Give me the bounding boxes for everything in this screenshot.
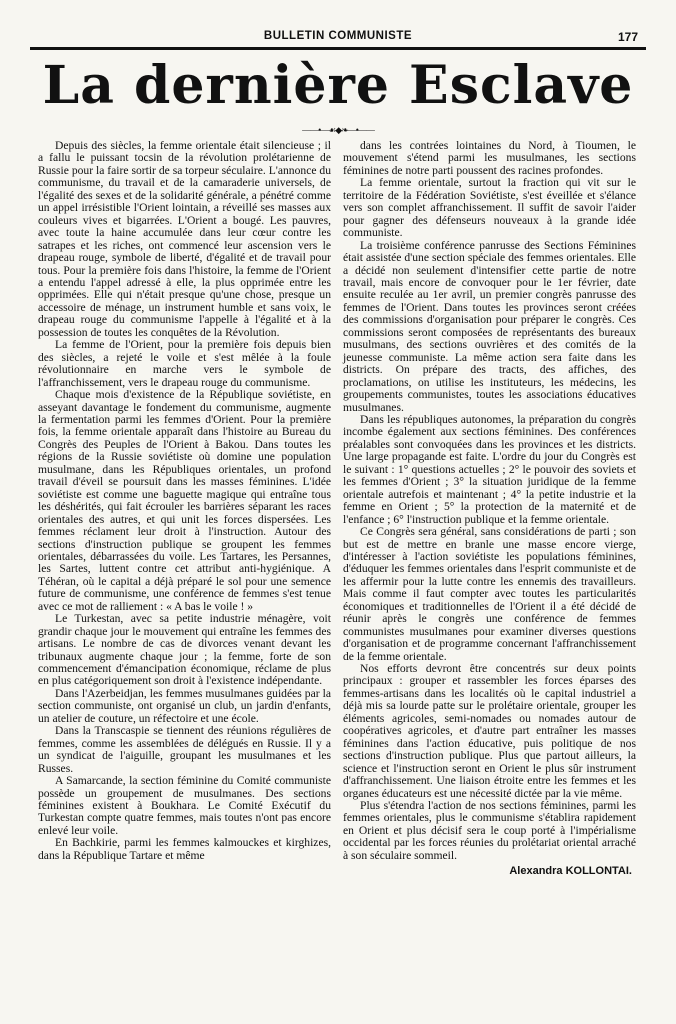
running-header xyxy=(30,30,646,46)
paragraph: En Bachkirie, parmi les femmes kalmouckes et kirghizes, dans la République Tartare et même xyxy=(38,836,331,862)
paragraph: La femme orientale, surtout la fraction qui vit sur le territoire de la Fédération Soviétiste, s'est éveillée et s'élance vers son complet affranchissement. Il suffit de savoir l'aider pour gagner des défenseurs nouveaux à la grande idée communiste. xyxy=(343,176,636,240)
paragraph: Plus s'étendra l'action de nos sections féminines, parmi les femmes orientales, plus le communisme s'établira rapidement en Orient et plus décisif sera le coup porté à l'impérialisme occidental par les forces réunies du prolétariat oriental arraché à son séculaire sommeil. xyxy=(343,799,636,862)
right-column xyxy=(343,140,636,878)
page-number: 177 xyxy=(617,30,638,44)
paragraph: Dans l'Azerbeidjan, les femmes musulmanes guidées par la section communiste, ont organisé un club, un jardin d'enfants, un atelier de couture, un réfectoire et une école. xyxy=(38,686,331,725)
header-rule xyxy=(30,47,646,50)
article-title: La dernière Esclave xyxy=(42,55,634,116)
paragraph: Le Turkestan, avec sa petite industrie ménagère, voit grandir chaque jour le mouvement qui entraîne les femmes des artisans. Le nombre de cas de divorces venant devant les tribunaux augmente chaque jour ; la femme, forte de son commencement d'émancipation économique, réclame de plus en plus catégoriquement son droit à l'existence indépendante. xyxy=(38,612,331,688)
title-ornament: ——•—☙◆❧—•—— xyxy=(302,125,374,135)
paragraph: Dans les républiques autonomes, la préparation du congrès incombe également aux sections féminines. Des conférences préalables sont convoquées dans les provinces et les districts. Une large propagande est faite. L'ordre du jour du Congrès est le suivant : 1° questions actuelles ; 2° le pouvoir des soviets et les femmes d'Orient ; 3° la situation juridique de la femme orientale autrefois et maintenant ; 4° la petite industrie et la femme en Orient ; 5° la protection de la maternité et de l'enfance ; 6° l'instruction publique et la femme orientale. xyxy=(343,412,636,526)
paragraph: Ce Congrès sera général, sans considérations de parti ; son but est de mettre en branle une masse encore vierge, d'intéresser à l'action soviétiste les populations féminines, d'éduquer les femmes orientales dans l'esprit communiste et de les affermir pour la lutte contre les ennemis des travailleurs. Mais comme il faut compter avec toutes les particularités économiques et traditionnelles de l'Orient il a été décidé de réunir après le congrès une conférence de femmes communistes musulmanes pour examiner diverses questions d'organisation et de programme concernant l'affranchissement de la femme orientale. xyxy=(343,525,636,663)
paragraph: Depuis des siècles, la femme orientale était silencieuse ; il a fallu le puissant tocsin de la révolution prolétarienne de Russie pour la faire sortir de sa torpeur séculaire. L'annonce du communisme, du travail et de la camaraderie universels, de l'égalité des sexes et de la solidarité générale, a pénétré comme un appel irrésistible l'Orient lointain, a réveillé ses masses aux couleurs vives et bigarrées. L'Orient a bougé. Les pauvres, avec toute la haine accumulée dans leur cœur contre les satrapes et les riches, ont commencé leur ascension vers le drapeau rouge, symbole de liberté, d'égalité et de travail pour tous. Pour la première fois dans l'histoire, la femme de l'Orient a entendu l'appel adressé à elle, la plus opprimée entre les opprimées. Elle qui n'était presque qu'une chose, presque un accessoire de ménage, un instrument humble et sans voix, le drapeau rouge du communisme l'appelle à l'égalité et à la possession de toutes les conquêtes de la Révolution. xyxy=(38,139,331,339)
paragraph: La troisième conférence panrusse des Sections Féminines était assistée d'une section spéciale des femmes orientales. Elle a décidé non seulement d'intensifier cette partie de notre travail, mais encore de convoquer pour le 1er février, date ensuite reculée au 1er avril, un premier congrès panrusse des femmes de l'Orient. Dans toutes les provinces seront créées des commissions d'organisation pour préparer le congrès. Ces commissions seront composées de représentants des bureaux musulmans, des sections ouvrières et des comités de la jeunesse communiste. La même action sera faite dans les districts. On prépare des tracts, des affiches, des proclamations, on utilise les instituteurs, les médecins, les groupements communistes, toutes les associations éducatives musulmanes. xyxy=(343,238,636,414)
paragraph: Dans la Transcaspie se tiennent des réunions régulières de femmes, comme les assemblées de délégués en Russie. Il y a un syndicat de l'aiguille, groupant les musulmanes et les Russes. xyxy=(38,724,331,775)
paragraph: Nos efforts devront être concentrés sur deux points principaux : grouper et rassembler les forces éparses des femmes-artisans dans les localités où le capital industriel a déjà mis sa lourde patte sur le prolétaire orientale, grouper les éléments agricoles, semi-nomades ou nomades autour de coopératives agricoles, et d'autre part entraîner les masses féminines dans l'action éducative, puis politique de nos sections d'instruction publique. Plus que partout ailleurs, la science et l'instruction seront en Orient le plus sûr instrument d'affranchissement. Une liaison étroite entre les femmes et les organes éducateurs est une nécessité dictée par la vie même. xyxy=(343,662,636,800)
paragraph: A Samarcande, la section féminine du Comité communiste possède un groupement de musulmanes. Des sections féminines existent à Boukhara. Le Comité Exécutif du Turkestan compte quatre femmes, mais toutes n'ont pas encore enlevé leur voile. xyxy=(38,774,331,837)
left-column xyxy=(38,140,331,862)
paragraph: Chaque mois d'existence de la République soviétiste, en asseyant davantage le fondement du communisme, augmente la fermentation parmi les femmes d'Orient. Pour la première fois, la femme orientale apparaît dans l'histoire au Bureau du Congrès des Peuples de l'Orient à Bakou. Dans toutes les régions de la Russie soviétiste où domine une population musulmane, dans les Républiques orientales, un profond travail d'éveil se poursuit dans les masses féminines. L'idée soviétiste est comme une baguette magique qui entraîne tous les déshérités, qui fait écrouler les barrières séparant les races orientales des autres, et qui unit les forces dispersées. Les femmes réclament leur droit à l'instruction. Autour des sections d'instruction publique se groupent les femmes orientales, débarrassées du voile. Les Tartares, les Persannes, les Sartes, luttent contre cet attribut anti-hygiénique. A Téhéran, où le capital a déjà préparé le sol pour une semence future de communisme, une conférence de femmes s'est tenue avec ce mot de ralliement : « A bas le voile ! » xyxy=(38,388,331,613)
paragraph: dans les contrées lointaines du Nord, à Tioumen, le mouvement s'étend parmi les musulmanes, les sections féminines de notre parti poussent des racines profondes. xyxy=(343,139,636,177)
author-signature: Alexandra KOLLONTAI. xyxy=(509,865,632,878)
journal-name: BULLETIN COMMUNISTE xyxy=(263,30,413,42)
paragraph: La femme de l'Orient, pour la première fois depuis bien des siècles, a rejeté le voile et s'est mêlée à la foule révolutionnaire en marche vers le symbole de l'affranchissement, vers le drapeau rouge du communisme. xyxy=(38,338,331,389)
